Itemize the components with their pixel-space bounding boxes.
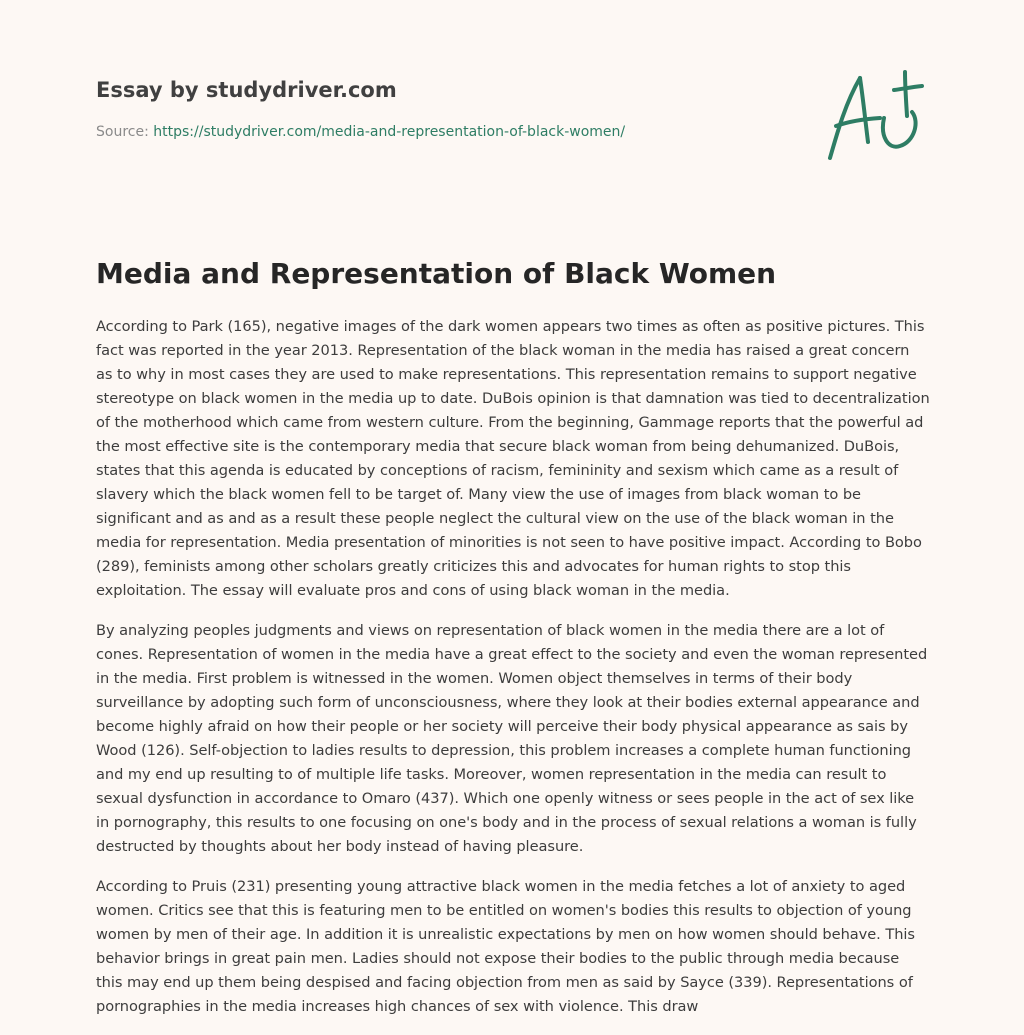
essay-header [96,76,796,141]
essay-body [96,315,930,1035]
a-plus-logo-icon [822,66,928,166]
essay-paragraph: According to Park (165), negative images of the dark women appears two times as often as positive pictures. This fact was reported in the year 2013. Representation of the black woman in the media has raised a great concern as to why in most cases they are used to make representations. This representation remains to support negative stereotype on black women in the media up to date. DuBois opinion is that damnation was tied to decentralization of the motherhood which came from western culture. From the beginning, Gammage reports that the powerful ad the most effective site is the contemporary media that secure black woman from being dehumanized. DuBois, states that this agenda is educated by conceptions of racism, femininity and sexism which came as a result of slavery which the black women fell to be target of. Many view the use of images from black woman to be significant and as and as a result these people neglect the cultural view on the use of the black woman in the media for representation. Media presentation of minorities is not seen to have positive impact. According to Bobo (289), feminists among other scholars greatly criticizes this and advocates for human rights to stop this exploitation. The essay will evaluate pros and cons of using black woman in the media. [96,318,930,599]
source-label: Source: [96,124,149,140]
essay-title: Media and Representation of Black Women [96,257,777,290]
essay-paragraph: By analyzing peoples judgments and views on representation of black women in the media there are a lot of cones. Representation of women in the media have a great effect to the society and even the woman represented in the media. First problem is witnessed in the women. Women object themselves in terms of their body surveillance by adopting such form of unconsciousness, where they look at their bodies external appearance and become highly afraid on how their people or her society will perceive their body physical appearance as sais by Wood (126). Self-objection to ladies results to depression, this problem increases a complete human functioning and my end up resulting to of multiple life tasks. Moreover, women representation in the media can result to sexual dysfunction in accordance to Omaro (437). Which one openly witness or sees people in the act of sex like in pornography, this results to one focusing on one's body and in the process of sexual relations a woman is fully destructed by thoughts about her body instead of having pleasure. [96,622,928,855]
brand-title: Essay by studydriver.com [96,78,397,102]
source-link[interactable]: https://studydriver.com/media-and-representation-of-black-women/ [153,124,626,140]
source-line [96,123,796,141]
essay-paragraph: According to Pruis (231) presenting young attractive black women in the media fetches a lot of anxiety to aged women. Critics see that this is featuring men to be entitled on women's bodies this results to objection of young women by men of their age. In addition it is unrealistic expectations by men on how women should behave. This behavior brings in great pain men. Ladies should not expose their bodies to the public through media because this may end up them being despised and facing objection from men as said by Sayce (339). Representations of pornographies in the media increases high chances of sex with violence. This draw [96,878,915,1015]
